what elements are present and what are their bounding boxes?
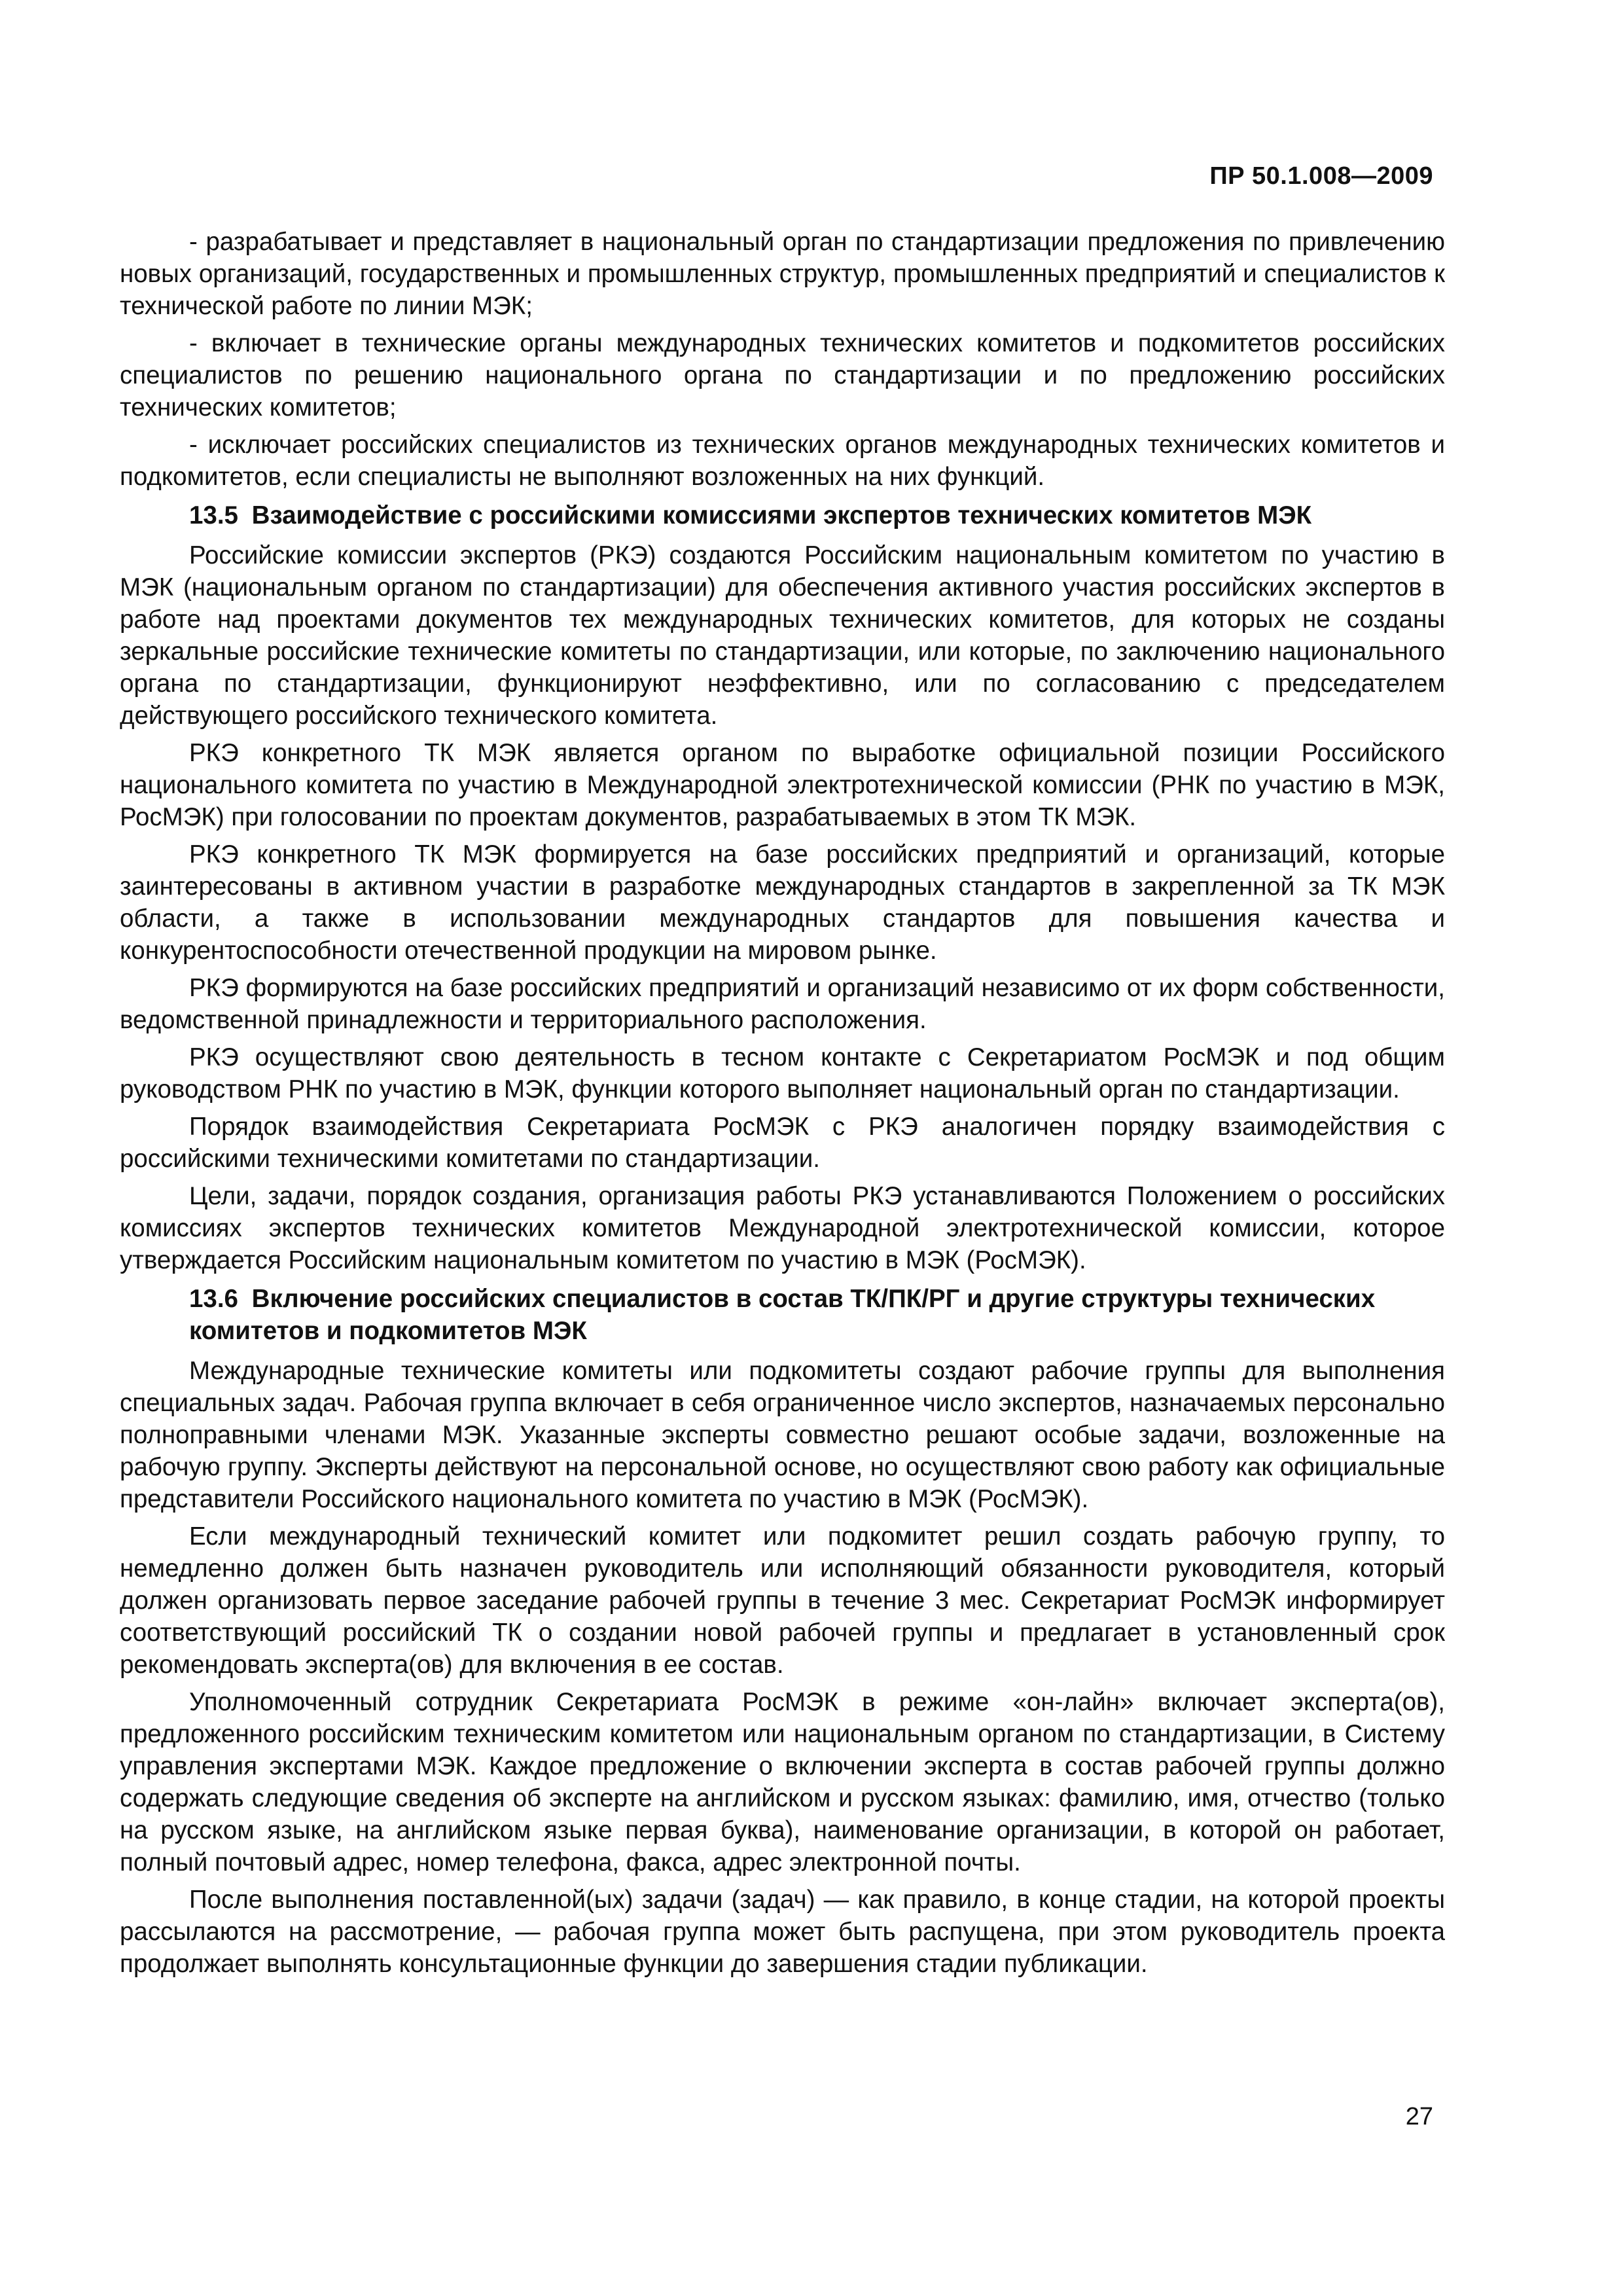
paragraph: РКЭ осуществляют свою деятельность в тесном контакте с Секретариатом РосМЭК и под общим руководством РНК по участию в МЭК, функции которого выполняет национальный орган по стандартизации. (120, 1043, 1445, 1103)
section-number: 13.6 (189, 1285, 238, 1313)
page-number: 27 (1405, 2103, 1433, 2130)
paragraph: Международные технические комитеты или подкомитеты создают рабочие группы для выполнения специальных задач. Рабочая группа включает в себя ограниченное число экспертов, назначаемых персонально полноправными членами МЭК. Указанные эксперты совместно решают особые задачи, возложенные на рабочую группу. Эксперты действуют на персональной основе, но осуществляют свою работу как официальные представители Российского национального комитета по участию в МЭК (РосМЭК). (120, 1357, 1445, 1513)
paragraph: Уполномоченный сотрудник Секретариата РосМЭК в режиме «он-лайн» включает эксперта(ов), предложенного российским техническим комитетом или национальным органом по стандартизации, в Систему управления экспертами МЭК. Каждое предложение о включении эксперта в состав рабочей группы должно содержать следующие сведения об эксперте на английском и русском языках: фамилию, имя, отчество (только на русском языке, на английском языке первая буква), наименование организации, в которой он работает, полный почтовый адрес, номер телефона, факса, адрес электронной почты. (120, 1688, 1445, 1876)
section-heading-13-6 (120, 1283, 1445, 1347)
paragraph: РКЭ формируются на базе российских предприятий и организаций независимо от их форм собственности, ведомственной принадлежности и территориального расположения. (120, 974, 1445, 1034)
section-number: 13.5 (189, 501, 238, 529)
section-title: Включение российских специалистов в состав ТК/ПК/РГ и другие структуры технических комитетов и подкомитетов МЭК (189, 1285, 1376, 1345)
list-item: - включает в технические органы международных технических комитетов и подкомитетов российских специалистов по решению национального органа по стандартизации и по предложению российских технических комитетов; (120, 329, 1445, 422)
paragraph: Порядок взаимодействия Секретариата РосМЭК с РКЭ аналогичен порядку взаимодействия с российскими техническими комитетами по стандартизации. (120, 1113, 1445, 1173)
section-heading-13-5 (120, 499, 1445, 531)
paragraph: РКЭ конкретного ТК МЭК является органом по выработке официальной позиции Российского национального комитета по участию в Международной электротехнической комиссии (РНК по участию в МЭК, РосМЭК) при голосовании по проектам документов, разрабатываемых в этом ТК МЭК. (120, 739, 1445, 831)
document-code: ПР 50.1.008—2009 (1209, 162, 1433, 190)
paragraph: Цели, задачи, порядок создания, организация работы РКЭ устанавливаются Положением о российских комиссиях экспертов технических комитетов Международной электротехнической комиссии, которое утверждается Российским национальным комитетом по участию в МЭК (РосМЭК). (120, 1182, 1445, 1274)
paragraph: Российские комиссии экспертов (РКЭ) создаются Российским национальным комитетом по участию в МЭК (национальным органом по стандартизации) для обеспечения активного участия российских экспертов в работе над проектами документов тех международных технических комитетов, для которых не созданы зеркальные российские технические комитеты по стандартизации, или которые, по заключению национального органа по стандартизации, функционируют неэффективно, или по согласованию с председателем действующего российского технического комитета. (120, 541, 1445, 730)
section-title: Взаимодействие с российскими комиссиями экспертов технических комитетов МЭК (251, 501, 1312, 529)
list-item: - разрабатывает и представляет в национальный орган по стандартизации предложения по привлечению новых организаций, государственных и промышленных структур, промышленных предприятий и специалистов к технической работе по линии МЭК; (120, 228, 1445, 320)
paragraph: Если международный технический комитет или подкомитет решил создать рабочую группу, то немедленно должен быть назначен руководитель или исполняющий обязанности руководителя, который должен организовать первое заседание рабочей группы в течение 3 мес. Секретариат РосМЭК информирует соответствующий российский ТК о создании новой рабочей группы и предлагает в установленный срок рекомендовать эксперта(ов) для включения в ее состав. (120, 1522, 1445, 1679)
paragraph: РКЭ конкретного ТК МЭК формируется на базе российских предприятий и организаций, которые заинтересованы в активном участии в разработке международных стандартов в закрепленной за ТК МЭК области, а также в использовании международных стандартов для повышения качества и конкурентоспособности отечественной продукции на мировом рынке. (120, 840, 1445, 965)
paragraph: После выполнения поставленной(ых) задачи (задач) — как правило, в конце стадии, на которой проекты рассылаются на рассмотрение, — рабочая группа может быть распущена, при этом руководитель проекта продолжает выполнять консультационные функции до завершения стадии публикации. (120, 1886, 1445, 1978)
list-item: - исключает российских специалистов из технических органов международных технических комитетов и подкомитетов, если специалисты не выполняют возложенных на них функций. (120, 431, 1445, 491)
page-content (120, 226, 1445, 1985)
